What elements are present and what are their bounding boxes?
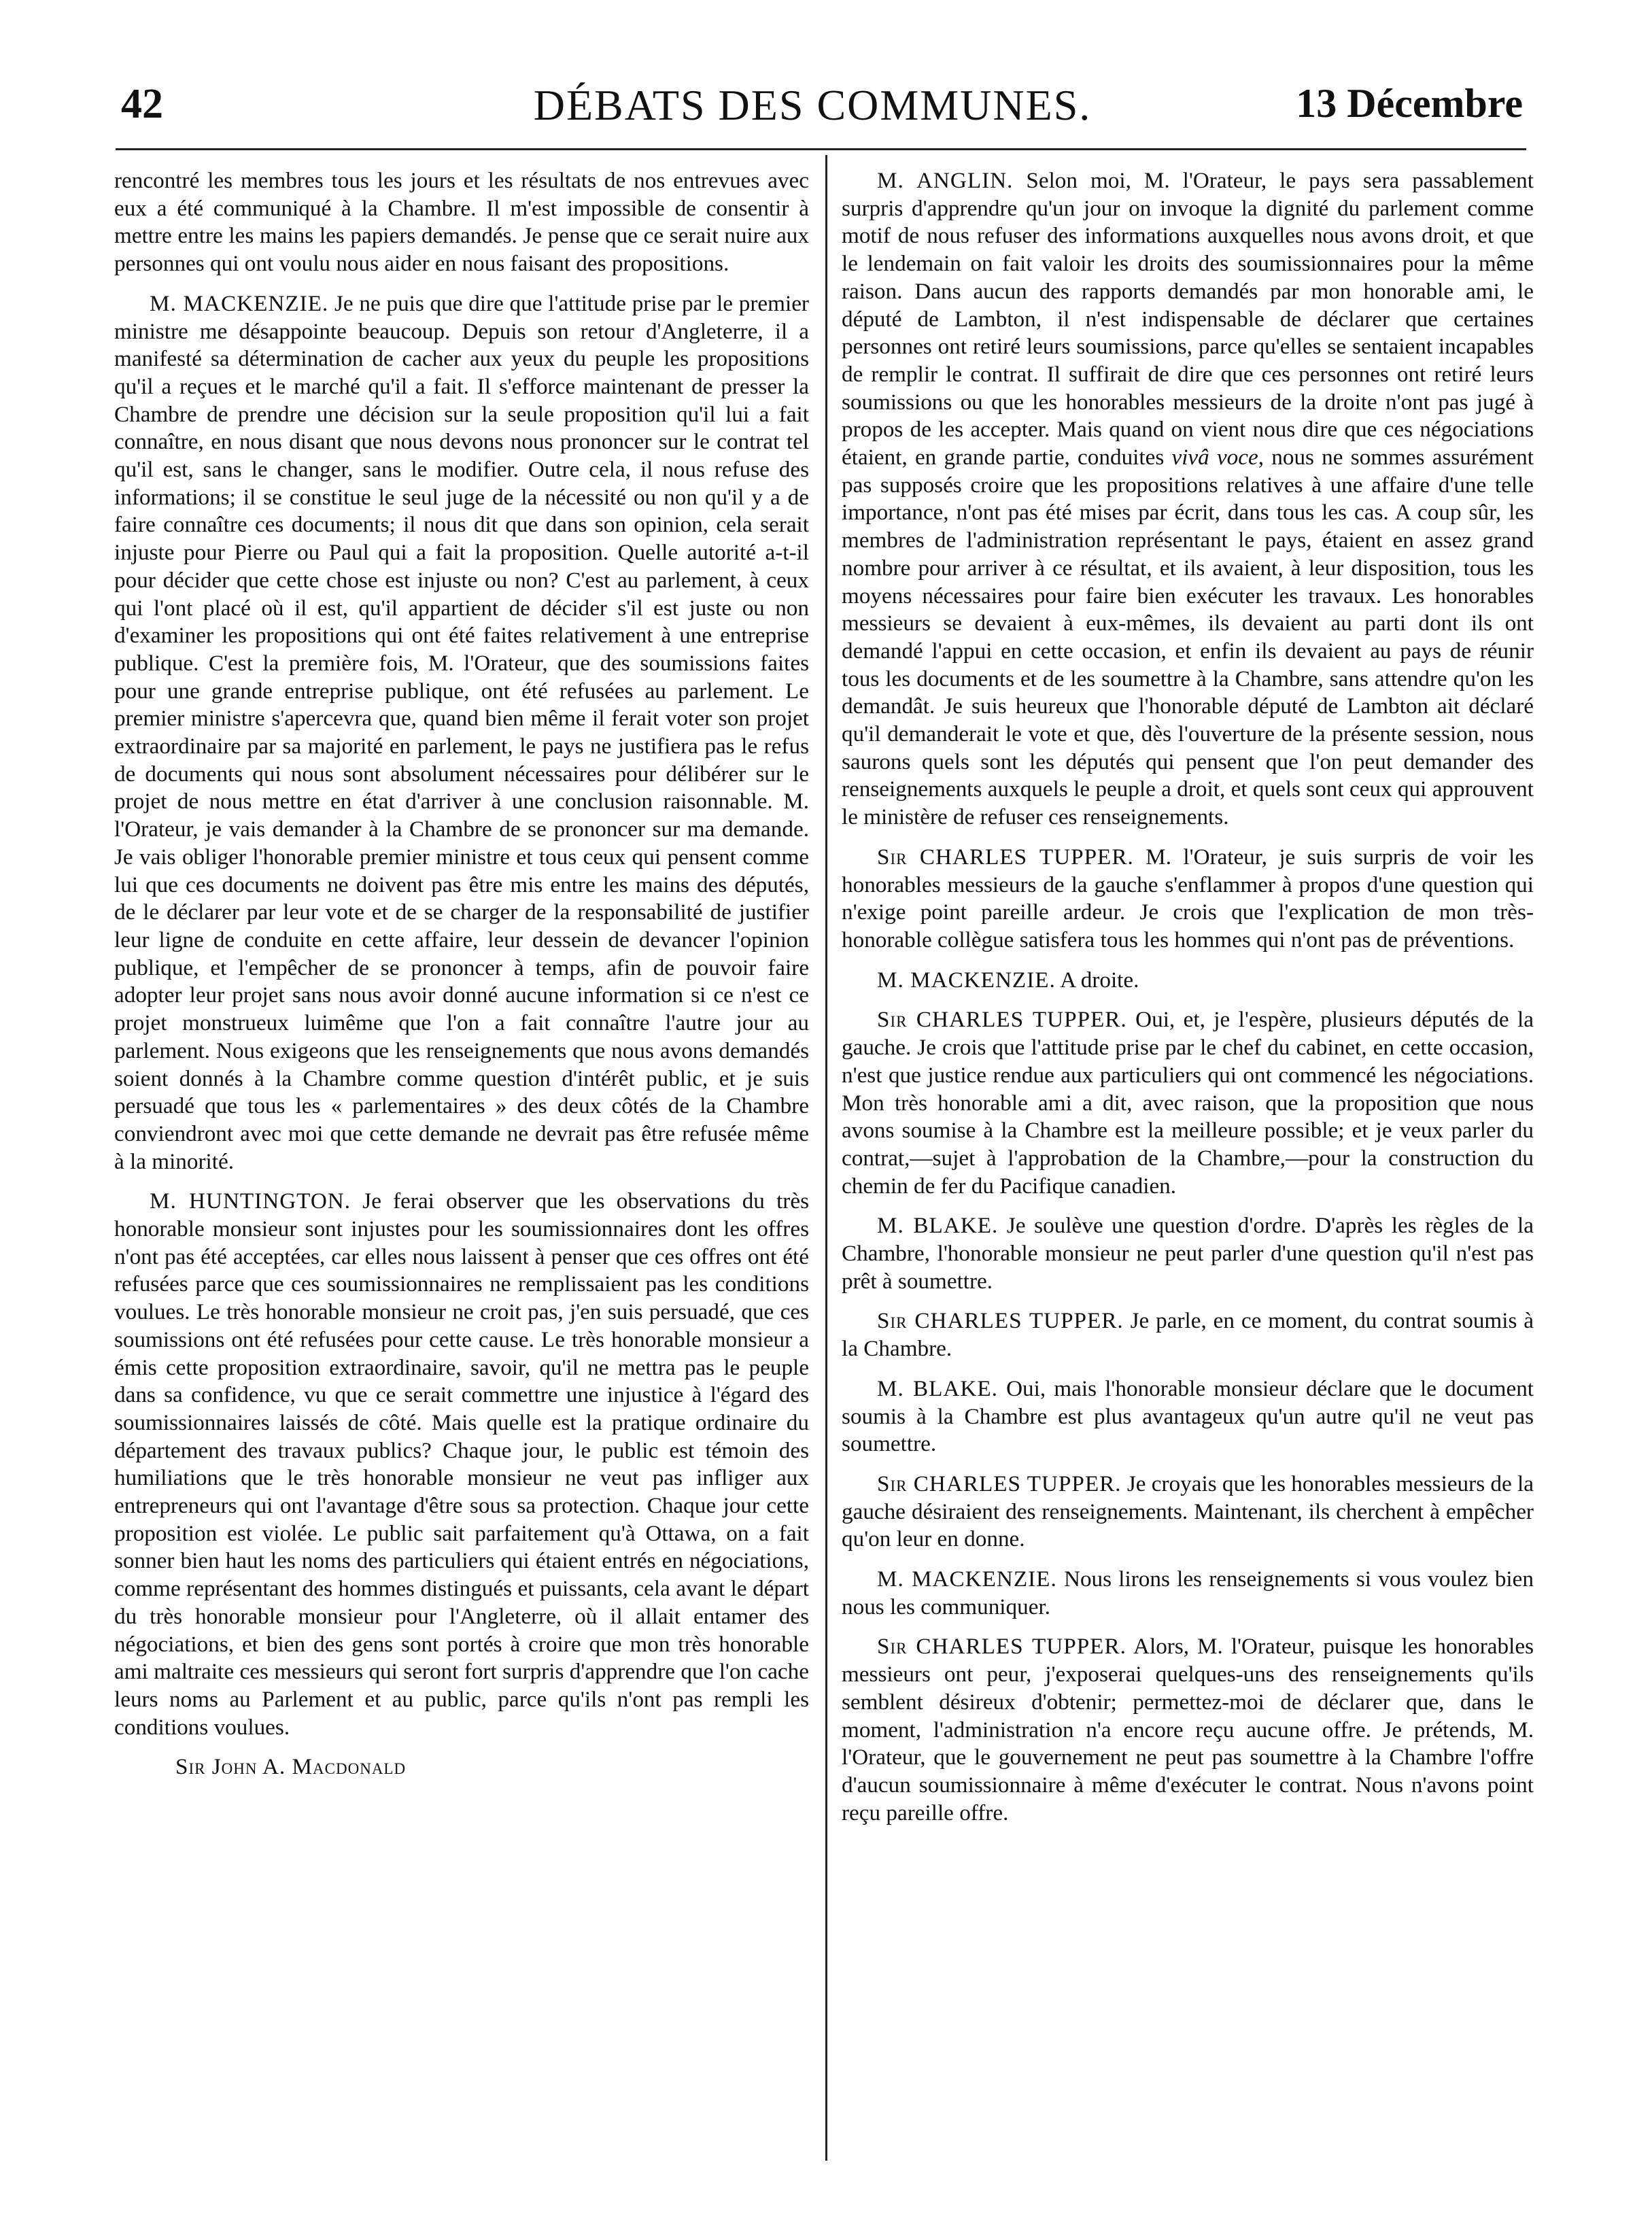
speech-paragraph: [842, 967, 1534, 995]
page-title: DÉBATS DES COMMUNES.: [533, 81, 1092, 129]
next-speaker: Sir John A. Macdonald: [175, 1754, 407, 1780]
speech-text: , nous ne sommes assurément pas supposés croire que les propositions relatives à une affaire d'une telle importance, n'ont pas été mises par écrit, dans tous les cas. A coup sûr, les membres de l'administration représentant le pays, étaient en assez grand nombre pour arriver à ce résultat, et ils avaient, à leur disposition, tous les moyens nécessaires pour faire bien exécuter les travaux. Les honorables messieurs se devaient à eux-mêmes, ils devaient au parti dont ils ont demandé l'appui en cette occasion, et enfin ils devaient au pays de réunir tous les documents et de les soumettre à la Chambre, sans attendre qu'on les demandât. Je suis heureux que l'honorable député de Lambton ait déclaré qu'il demanderait le vote et que, dès l'ouverture de la présente session, nous saurons quels sont les députés qui pensent que l'on peut demander des renseignements auxquels le peuple a droit, et quels sont ceux qui approuvent le ministère de refuser ces renseignements.: [842, 445, 1534, 830]
speech-paragraph: [114, 1188, 809, 1741]
speech-paragraph: [842, 844, 1534, 955]
speaker-name: Sir CHARLES TUPPER.: [877, 1308, 1124, 1334]
page-number: 42: [121, 81, 163, 127]
speech-text: Je soulève une question d'ordre. D'après les règles de la Chambre, l'honorable monsieur ne peut parler d'une question qu'il n'est pas prêt à soumettre.: [842, 1213, 1534, 1294]
speech-paragraph: [842, 1307, 1534, 1362]
left-column: [114, 167, 809, 1794]
speaker-name: M. MACKENZIE.: [877, 967, 1056, 993]
column-divider: [825, 155, 827, 2161]
speech-text: Oui, mais l'honorable monsieur déclare que le document soumis à la Chambre est plus avantageux qu'un autre qu'il ne veut pas soumettre.: [842, 1375, 1534, 1457]
speaker-name: Sir CHARLES TUPPER.: [877, 1634, 1126, 1660]
speaker-name: M. MACKENZIE.: [150, 290, 329, 316]
speaker-name: M. BLAKE.: [877, 1375, 998, 1401]
speech-paragraph: [114, 290, 809, 1176]
speech-paragraph: [842, 167, 1534, 831]
paragraph: rencontré les membres tous les jours et les résultats de nos entrevues avec eux a été communiqué à la Chambre. Il m'est impossible de consentir à mettre entre les mains les papiers demandés. Je pense que ce serait nuire aux personnes qui ont voulu nous aider en nous faisant des propositions.: [114, 168, 809, 277]
speech-text: Je croyais que les honorables messieurs de la gauche désiraient des renseignements. Maintenant, ils cherchent à empêcher qu'on leur en donne.: [842, 1471, 1534, 1552]
speech-text: Selon moi, M. l'Orateur, le pays sera passablement surpris d'apprendre qu'un jour on invoque la dignité du parlement comme motif de nous refuser des informations auxquelles nous avons droit, et que le lendemain on fait valoir les droits des soumissionnaires pour la même raison. Dans aucun des rapports demandés par mon honorable ami, le député de Lambton, il n'est indispensable de déclarer que certaines personnes ont retiré leurs soumissions, parce qu'elles se sentaient incapables de remplir le contrat. Il suffirait de dire que ces personnes ont retiré leurs soumissions ou que les honorables messieurs de la droite n'ont pas jugé à propos de les accepter. Mais quand on vient nous dire que ces négociations étaient, en grande partie, conduites: [842, 168, 1534, 470]
speech-text: M. l'Orateur, je suis surpris de voir les honorables messieurs de la gauche s'enflammer à propos d'une question qui n'exige point pareille ardeur. Je crois que l'explication de mon très-honorable collègue satisfera tous les hommes qui n'ont pas de préventions.: [842, 844, 1534, 953]
speech-paragraph: [842, 1212, 1534, 1295]
header-date: 13 Décembre: [1296, 81, 1523, 126]
speech-text: Je parle, en ce moment, du contrat soumis à la Chambre.: [842, 1308, 1534, 1362]
header-rule: [116, 148, 1526, 150]
speech-text: Alors, M. l'Orateur, puisque les honorables messieurs ont peur, j'exposerai quelques-uns des renseignements qu'ils semblent désireux d'obtenir; permettez-moi de déclarer que, dans le moment, l'administration n'a encore reçu aucune offre. Je prétends, M. l'Orateur, que le gouvernement ne peut pas soumettre à la Chambre l'offre d'aucun soumissionnaire à même d'exécuter le contrat. Nous n'avons point reçu pareille offre.: [842, 1634, 1534, 1825]
italic-phrase: vivâ voce: [1171, 445, 1258, 470]
speech-text: Je ne puis que dire que l'attitude prise par le premier ministre me désappointe beaucoup. Depuis son retour d'Angleterre, il a manifesté sa détermination de cacher aux yeux du peuple les propositions qu'il a reçues et le marché qu'il a fait. Il s'efforce maintenant de presser la Chambre de prendre une décision sur la seule proposition qu'il lui a fait connaître, en nous disant que nous devons nous prononcer sur le contrat tel qu'il est, sans le changer, sans le modifier. Outre cela, il nous refuse des informations; il se constitue le seul juge de la nécessité ou non qu'il y a de faire connaître ces documents; il nous dit que dans son opinion, cela serait injuste pour Pierre ou Paul qui a fait la proposition. Quelle autorité a-t-il pour décider que cette chose est injuste ou non? C'est au parlement, à ceux qui l'ont placé où il est, qu'il appartient de décider s'il est juste ou non d'examiner les propositions qui ont été faites relativement à une entreprise publique. C'est la première fois, M. l'Orateur, que des soumissions faites pour une grande entreprise publique, ont été refusées au parlement. Le premier ministre s'apercevra que, quand bien même il ferait voter son projet extraordinaire par sa majorité en parlement, le pays ne justifiera pas le refus de documents qui nous sont absolument nécessaires pour délibérer sur le projet de nous mettre en état d'arriver à une conclusion raisonnable. M. l'Orateur, je vais demander à la Chambre de se prononcer sur ma demande. Je vais obliger l'honorable premier ministre et tous ceux qui pensent comme lui que ces documents ne doivent pas être mis entre les mains des députés, de le déclarer par leur vote et de se charger de la responsabilité de justifier leur ligne de conduite en cette affaire, leur dessein de devancer l'opinion publique, et l'empêcher de se prononcer à temps, afin de pouvoir faire adopter leur projet sans nous avoir donné aucune information si ce n'est ce projet monstrueux luimême que l'on a fait connaître l'autre jour au parlement. Nous exigeons que les renseignements que nous avons demandés soient donnés à la Chambre comme question d'intérêt public, et je suis persuadé que tous les « parlementaires » des deux côtés de la Chambre conviendront avec moi que cette demande ne devrait pas être refusée même à la minorité.: [114, 290, 809, 1174]
speech-text: Nous lirons les renseignements si vous voulez bien nous les communiquer.: [842, 1566, 1534, 1619]
speech-paragraph: [842, 1375, 1534, 1458]
speech-paragraph: [842, 1633, 1534, 1827]
speaker-name: M. BLAKE.: [877, 1213, 999, 1239]
speaker-name: Sir CHARLES TUPPER.: [877, 1471, 1122, 1496]
speaker-name: Sir CHARLES TUPPER.: [877, 1007, 1127, 1033]
right-column: [842, 167, 1534, 1839]
speech-paragraph: [842, 1566, 1534, 1621]
speaker-name: M. HUNTINGTON.: [150, 1188, 351, 1214]
speaker-name: M. ANGLIN.: [877, 168, 1014, 193]
speech-paragraph: [842, 1006, 1534, 1200]
speaker-name: Sir CHARLES TUPPER.: [877, 844, 1134, 870]
page-header: [102, 80, 1523, 139]
speaker-name: M. MACKENZIE.: [877, 1566, 1057, 1592]
speech-text: Oui, et, je l'espère, plusieurs députés de la gauche. Je crois que l'attitude prise par le chef du cabinet, en cette occasion, n'est que justice rendue aux particuliers qui ont commencé les négociations. Mon très honorable ami a dit, avec raison, que la proposition que nous avons soumise à la Chambre est la meilleure possible; et je veux parler du contrat,—sujet à l'approbation de la Chambre,—pour la construction du chemin de fer du Pacifique canadien.: [842, 1007, 1534, 1199]
speech-text: A droite.: [1055, 967, 1139, 993]
speech-text: Je ferai observer que les observations du très honorable monsieur sont injustes pour les soumissionnaires dont les offres n'ont pas été acceptées, car elles nous laissent à penser que ces offres ont été refusées parce que ces soumissionnaires ne remplissaient pas les conditions voulues. Le très honorable monsieur ne croit pas, j'en suis persuadé, que ces soumissions ont été refusées pour cette cause. Le très honorable monsieur a émis cette proposition extraordinaire, savoir, qu'il ne mettra pas le peuple dans sa confidence, vu que ce serait commettre une injustice à l'égard des soumissionnaires laissés de côté. Mais quelle est la pratique ordinaire du département des travaux publics? Chaque jour, le public est témoin des humiliations que le très honorable monsieur ne veut pas infliger aux entrepreneurs qui ont l'avantage d'être sous sa protection. Chaque jour cette proposition est violée. Le public sait parfaitement qu'à Ottawa, on a fait sonner bien haut les noms des particuliers qui étaient entrés en négociations, comme représentant des hommes distingués et puissants, cela avant le départ du très honorable monsieur pour l'Angleterre, où il allait entamer des négociations, et bien des gens sont portés à croire que mon très honorable ami maltraite ces messieurs qui seront fort surpris d'apprendre que l'on cache leurs noms au Parlement et au public, parce qu'ils n'ont pas rempli les conditions voulues.: [114, 1188, 809, 1740]
speech-paragraph: [842, 1471, 1534, 1554]
